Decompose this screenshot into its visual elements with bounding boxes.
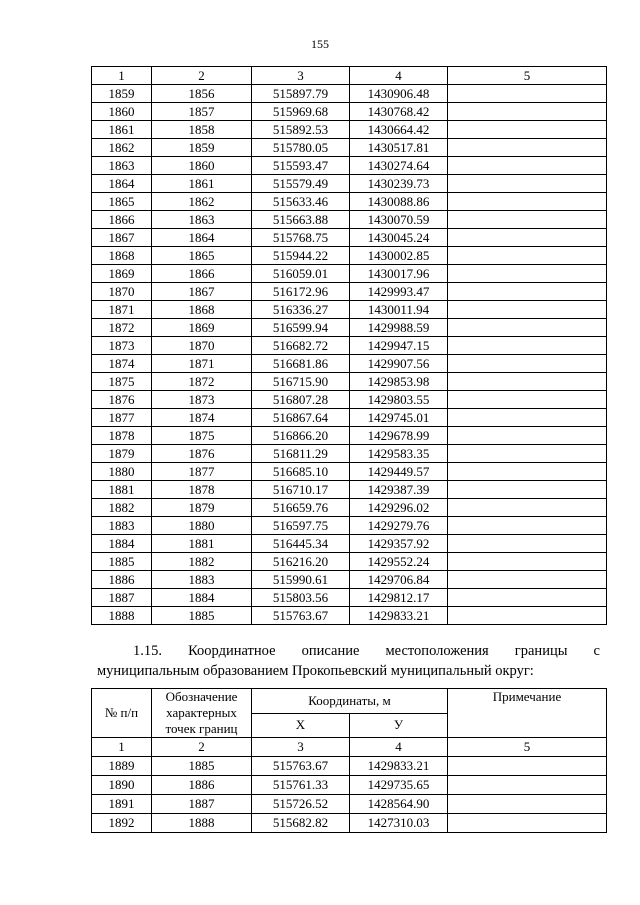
page-number: 155 bbox=[311, 37, 329, 51]
coord-y: 1429678.99 bbox=[350, 427, 448, 445]
boundary-point: 1859 bbox=[152, 139, 252, 157]
header-designation: Обозначение характерных точек границ bbox=[152, 689, 252, 738]
coord-x: 516599.94 bbox=[252, 319, 350, 337]
boundary-point: 1863 bbox=[152, 211, 252, 229]
point-number: 1871 bbox=[92, 301, 152, 319]
coord-x: 515897.79 bbox=[252, 85, 350, 103]
coord-x: 515780.05 bbox=[252, 139, 350, 157]
column-number: 4 bbox=[350, 67, 448, 85]
coord-x: 515593.47 bbox=[252, 157, 350, 175]
coord-y: 1430239.73 bbox=[350, 175, 448, 193]
boundary-point: 1874 bbox=[152, 409, 252, 427]
coord-y: 1429706.84 bbox=[350, 571, 448, 589]
point-number: 1860 bbox=[92, 103, 152, 121]
coord-x: 516807.28 bbox=[252, 391, 350, 409]
point-number: 1887 bbox=[92, 589, 152, 607]
coord-y: 1429853.98 bbox=[350, 373, 448, 391]
point-number: 1870 bbox=[92, 283, 152, 301]
coord-x: 515682.82 bbox=[252, 814, 350, 833]
point-number: 1876 bbox=[92, 391, 152, 409]
column-number-row bbox=[92, 738, 607, 757]
column-number: 3 bbox=[252, 738, 350, 757]
point-number: 1859 bbox=[92, 85, 152, 103]
boundary-point: 1866 bbox=[152, 265, 252, 283]
column-number: 3 bbox=[252, 67, 350, 85]
column-number: 5 bbox=[448, 738, 607, 757]
column-number: 2 bbox=[152, 67, 252, 85]
boundary-point: 1880 bbox=[152, 517, 252, 535]
column-number: 1 bbox=[92, 738, 152, 757]
point-number: 1890 bbox=[92, 776, 152, 795]
coord-x: 516681.86 bbox=[252, 355, 350, 373]
coord-x: 516216.20 bbox=[252, 553, 350, 571]
coord-x: 516059.01 bbox=[252, 265, 350, 283]
table-row bbox=[92, 481, 607, 499]
coord-y: 1429833.21 bbox=[350, 757, 448, 776]
point-number: 1881 bbox=[92, 481, 152, 499]
coord-y: 1429449.57 bbox=[350, 463, 448, 481]
coord-x: 515803.56 bbox=[252, 589, 350, 607]
coord-x: 516866.20 bbox=[252, 427, 350, 445]
table-row bbox=[92, 814, 607, 833]
coordinates-table-continued bbox=[91, 66, 607, 625]
table-row bbox=[92, 571, 607, 589]
section-word: с bbox=[593, 643, 600, 659]
point-number: 1867 bbox=[92, 229, 152, 247]
note bbox=[448, 121, 607, 139]
boundary-point: 1872 bbox=[152, 373, 252, 391]
table-row bbox=[92, 139, 607, 157]
coord-y: 1429833.21 bbox=[350, 607, 448, 625]
column-number: 4 bbox=[350, 738, 448, 757]
coord-x: 515969.68 bbox=[252, 103, 350, 121]
coord-y: 1429583.35 bbox=[350, 445, 448, 463]
header-note: Примечание bbox=[448, 689, 607, 738]
table-row bbox=[92, 776, 607, 795]
table-row bbox=[92, 757, 607, 776]
section-heading-continuation: муниципальным образованием Прокопьевский муниципальный округ: bbox=[97, 663, 534, 679]
coord-y: 1429907.56 bbox=[350, 355, 448, 373]
coord-x: 516597.75 bbox=[252, 517, 350, 535]
point-number: 1885 bbox=[92, 553, 152, 571]
point-number: 1892 bbox=[92, 814, 152, 833]
table-row bbox=[92, 535, 607, 553]
coord-y: 1430017.96 bbox=[350, 265, 448, 283]
boundary-point: 1873 bbox=[152, 391, 252, 409]
section-paragraph bbox=[97, 641, 600, 681]
note bbox=[448, 175, 607, 193]
note bbox=[448, 607, 607, 625]
coord-y: 1430011.94 bbox=[350, 301, 448, 319]
coord-y: 1430768.42 bbox=[350, 103, 448, 121]
coord-y: 1430664.42 bbox=[350, 121, 448, 139]
point-number: 1878 bbox=[92, 427, 152, 445]
coord-x: 515944.22 bbox=[252, 247, 350, 265]
note bbox=[448, 139, 607, 157]
boundary-point: 1857 bbox=[152, 103, 252, 121]
coord-y: 1429803.55 bbox=[350, 391, 448, 409]
coord-y: 1429279.76 bbox=[350, 517, 448, 535]
boundary-point: 1858 bbox=[152, 121, 252, 139]
note bbox=[448, 157, 607, 175]
coord-x: 515633.46 bbox=[252, 193, 350, 211]
note bbox=[448, 247, 607, 265]
boundary-point: 1884 bbox=[152, 589, 252, 607]
coord-y: 1429988.59 bbox=[350, 319, 448, 337]
note bbox=[448, 481, 607, 499]
table-row bbox=[92, 795, 607, 814]
table-row bbox=[92, 373, 607, 391]
column-number: 5 bbox=[448, 67, 607, 85]
table-row bbox=[92, 607, 607, 625]
point-number: 1886 bbox=[92, 571, 152, 589]
point-number: 1869 bbox=[92, 265, 152, 283]
coord-x: 515763.67 bbox=[252, 607, 350, 625]
point-number: 1891 bbox=[92, 795, 152, 814]
coord-y: 1430045.24 bbox=[350, 229, 448, 247]
coord-y: 1429735.65 bbox=[350, 776, 448, 795]
boundary-point: 1878 bbox=[152, 481, 252, 499]
coord-x: 515763.67 bbox=[252, 757, 350, 776]
point-number: 1883 bbox=[92, 517, 152, 535]
coord-y: 1430906.48 bbox=[350, 85, 448, 103]
boundary-point: 1888 bbox=[152, 814, 252, 833]
table-row bbox=[92, 391, 607, 409]
note bbox=[448, 776, 607, 795]
table-row bbox=[92, 463, 607, 481]
boundary-point: 1862 bbox=[152, 193, 252, 211]
section-word: Координатное bbox=[188, 643, 276, 659]
coord-y: 1429993.47 bbox=[350, 283, 448, 301]
boundary-point: 1867 bbox=[152, 283, 252, 301]
header-y: У bbox=[350, 713, 448, 738]
coord-x: 515990.61 bbox=[252, 571, 350, 589]
table-row bbox=[92, 157, 607, 175]
note bbox=[448, 571, 607, 589]
table-row bbox=[92, 229, 607, 247]
note bbox=[448, 193, 607, 211]
note bbox=[448, 409, 607, 427]
point-number: 1889 bbox=[92, 757, 152, 776]
point-number: 1868 bbox=[92, 247, 152, 265]
column-number: 1 bbox=[92, 67, 152, 85]
point-number: 1879 bbox=[92, 445, 152, 463]
column-number: 2 bbox=[152, 738, 252, 757]
table-row bbox=[92, 85, 607, 103]
boundary-point: 1864 bbox=[152, 229, 252, 247]
header-x: X bbox=[252, 713, 350, 738]
coord-y: 1430088.86 bbox=[350, 193, 448, 211]
boundary-point: 1865 bbox=[152, 247, 252, 265]
column-number-row bbox=[92, 67, 607, 85]
coord-x: 516685.10 bbox=[252, 463, 350, 481]
note bbox=[448, 795, 607, 814]
point-number: 1865 bbox=[92, 193, 152, 211]
boundary-point: 1869 bbox=[152, 319, 252, 337]
coordinates-table-prokopyevsky bbox=[91, 688, 607, 833]
table-row bbox=[92, 247, 607, 265]
boundary-point: 1883 bbox=[152, 571, 252, 589]
point-number: 1874 bbox=[92, 355, 152, 373]
note bbox=[448, 355, 607, 373]
table-row bbox=[92, 409, 607, 427]
coord-x: 516336.27 bbox=[252, 301, 350, 319]
note bbox=[448, 589, 607, 607]
boundary-point: 1885 bbox=[152, 607, 252, 625]
boundary-point: 1885 bbox=[152, 757, 252, 776]
coord-x: 516710.17 bbox=[252, 481, 350, 499]
note bbox=[448, 283, 607, 301]
section-word: описание bbox=[301, 643, 360, 659]
boundary-point: 1887 bbox=[152, 795, 252, 814]
table-row bbox=[92, 175, 607, 193]
table-row bbox=[92, 337, 607, 355]
boundary-point: 1886 bbox=[152, 776, 252, 795]
note bbox=[448, 517, 607, 535]
coord-y: 1429296.02 bbox=[350, 499, 448, 517]
boundary-point: 1861 bbox=[152, 175, 252, 193]
coord-x: 516715.90 bbox=[252, 373, 350, 391]
coord-y: 1429387.39 bbox=[350, 481, 448, 499]
coord-y: 1428564.90 bbox=[350, 795, 448, 814]
note bbox=[448, 337, 607, 355]
point-number: 1875 bbox=[92, 373, 152, 391]
boundary-point: 1860 bbox=[152, 157, 252, 175]
boundary-point: 1882 bbox=[152, 553, 252, 571]
coord-y: 1430517.81 bbox=[350, 139, 448, 157]
note bbox=[448, 319, 607, 337]
boundary-point: 1879 bbox=[152, 499, 252, 517]
table-row bbox=[92, 103, 607, 121]
boundary-point: 1876 bbox=[152, 445, 252, 463]
note bbox=[448, 814, 607, 833]
coord-x: 516867.64 bbox=[252, 409, 350, 427]
point-number: 1863 bbox=[92, 157, 152, 175]
table-row bbox=[92, 193, 607, 211]
header-num: № п/п bbox=[92, 689, 152, 738]
point-number: 1880 bbox=[92, 463, 152, 481]
point-number: 1862 bbox=[92, 139, 152, 157]
coord-y: 1430070.59 bbox=[350, 211, 448, 229]
point-number: 1861 bbox=[92, 121, 152, 139]
coord-y: 1429552.24 bbox=[350, 553, 448, 571]
boundary-point: 1877 bbox=[152, 463, 252, 481]
table-row bbox=[92, 517, 607, 535]
note bbox=[448, 391, 607, 409]
coord-y: 1429357.92 bbox=[350, 535, 448, 553]
table-row bbox=[92, 553, 607, 571]
section-heading-line bbox=[97, 641, 600, 661]
table-row bbox=[92, 319, 607, 337]
note bbox=[448, 211, 607, 229]
note bbox=[448, 301, 607, 319]
boundary-point: 1868 bbox=[152, 301, 252, 319]
note bbox=[448, 265, 607, 283]
table-row bbox=[92, 301, 607, 319]
boundary-point: 1871 bbox=[152, 355, 252, 373]
point-number: 1872 bbox=[92, 319, 152, 337]
table-row bbox=[92, 121, 607, 139]
coord-y: 1429745.01 bbox=[350, 409, 448, 427]
section-word: местоположения bbox=[385, 643, 489, 659]
coord-x: 515768.75 bbox=[252, 229, 350, 247]
point-number: 1882 bbox=[92, 499, 152, 517]
note bbox=[448, 427, 607, 445]
note bbox=[448, 373, 607, 391]
table-row bbox=[92, 283, 607, 301]
point-number: 1866 bbox=[92, 211, 152, 229]
note bbox=[448, 103, 607, 121]
header-coords: Координаты, м bbox=[252, 689, 448, 714]
coord-y: 1430002.85 bbox=[350, 247, 448, 265]
boundary-point: 1881 bbox=[152, 535, 252, 553]
note bbox=[448, 445, 607, 463]
note bbox=[448, 499, 607, 517]
boundary-point: 1856 bbox=[152, 85, 252, 103]
coord-x: 516811.29 bbox=[252, 445, 350, 463]
note bbox=[448, 85, 607, 103]
coord-x: 515761.33 bbox=[252, 776, 350, 795]
coord-y: 1429812.17 bbox=[350, 589, 448, 607]
boundary-point: 1875 bbox=[152, 427, 252, 445]
section-number: 1.15. bbox=[133, 643, 162, 659]
table-row bbox=[92, 265, 607, 283]
point-number: 1877 bbox=[92, 409, 152, 427]
table-row bbox=[92, 355, 607, 373]
coord-y: 1429947.15 bbox=[350, 337, 448, 355]
coord-x: 516682.72 bbox=[252, 337, 350, 355]
table-row bbox=[92, 589, 607, 607]
note bbox=[448, 535, 607, 553]
note bbox=[448, 463, 607, 481]
coord-x: 515726.52 bbox=[252, 795, 350, 814]
note bbox=[448, 553, 607, 571]
table-row bbox=[92, 427, 607, 445]
coord-x: 516445.34 bbox=[252, 535, 350, 553]
point-number: 1864 bbox=[92, 175, 152, 193]
coord-x: 516659.76 bbox=[252, 499, 350, 517]
table-row bbox=[92, 211, 607, 229]
coord-x: 515663.88 bbox=[252, 211, 350, 229]
coord-x: 515579.49 bbox=[252, 175, 350, 193]
table-row bbox=[92, 445, 607, 463]
coord-x: 515892.53 bbox=[252, 121, 350, 139]
coord-y: 1427310.03 bbox=[350, 814, 448, 833]
section-word: границы bbox=[514, 643, 568, 659]
point-number: 1884 bbox=[92, 535, 152, 553]
table-row bbox=[92, 499, 607, 517]
point-number: 1888 bbox=[92, 607, 152, 625]
coord-x: 516172.96 bbox=[252, 283, 350, 301]
boundary-point: 1870 bbox=[152, 337, 252, 355]
point-number: 1873 bbox=[92, 337, 152, 355]
note bbox=[448, 229, 607, 247]
note bbox=[448, 757, 607, 776]
coord-y: 1430274.64 bbox=[350, 157, 448, 175]
